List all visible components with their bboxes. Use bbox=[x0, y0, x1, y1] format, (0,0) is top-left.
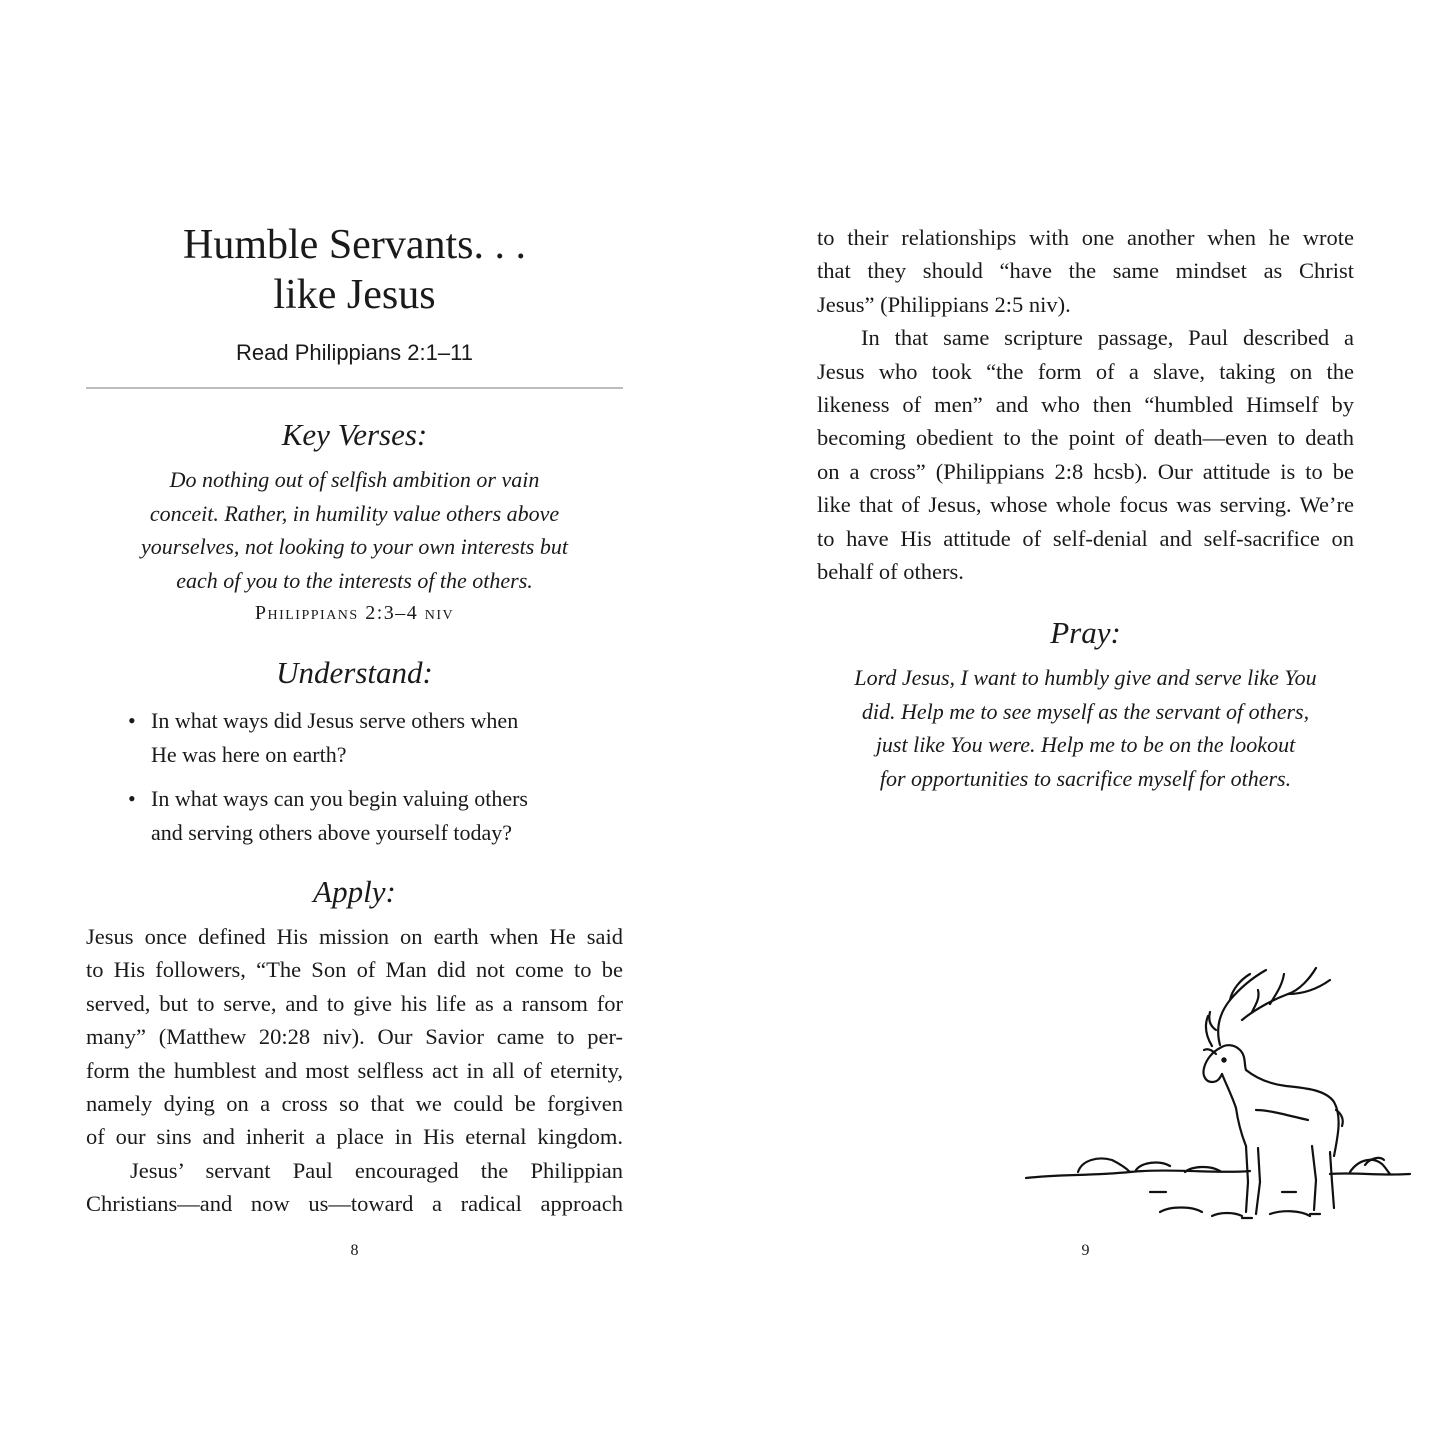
list-item-line: • In what ways did Jesus serve others when bbox=[151, 708, 519, 733]
list-item-line: • In what ways can you begin valuing others bbox=[151, 786, 528, 811]
key-verse-text bbox=[86, 463, 623, 597]
pray-heading: Pray: bbox=[1050, 615, 1121, 650]
continued-body bbox=[817, 221, 1354, 588]
page-number: 9 bbox=[1081, 1242, 1090, 1259]
understand-list bbox=[126, 704, 596, 860]
body-line: on a cross” (Philippians 2:8 hcsb). Our attitude is to be bbox=[817, 458, 1354, 484]
read-reference: Read Philippians 2:1–11 bbox=[236, 340, 473, 365]
list-item bbox=[126, 782, 596, 849]
prayer-line: just like You were. Help me to be on the lookout bbox=[875, 732, 1296, 757]
prayer-line: Lord Jesus, I want to humbly give and serve like You bbox=[854, 665, 1317, 690]
divider bbox=[86, 387, 623, 389]
list-item-line: He was here on earth? bbox=[151, 741, 347, 767]
understand-heading: Understand: bbox=[276, 655, 433, 690]
body-line: of our sins and inherit a place in His eternal kingdom. bbox=[86, 1124, 623, 1150]
body-line: to their relationships with one another when he wrote bbox=[817, 225, 1354, 250]
body-line: In that same scripture passage, Paul described a bbox=[861, 325, 1354, 351]
body-line: Jesus who took “the form of a slave, taking on the bbox=[817, 358, 1354, 384]
key-verses-heading: Key Verses: bbox=[281, 417, 428, 452]
body-line: behalf of others. bbox=[817, 559, 964, 585]
apply-heading: Apply: bbox=[313, 874, 396, 909]
prayer-text bbox=[817, 661, 1354, 795]
key-verse-line: yourselves, not looking to your own interests but bbox=[141, 534, 568, 559]
body-line: Jesus” (Philippians 2:5 niv). bbox=[817, 291, 1071, 317]
body-line: to have His attitude of self-denial and self-sacrifice on bbox=[817, 525, 1354, 551]
title-line-1: Humble Servants. . . bbox=[183, 222, 526, 268]
body-line: like that of Jesus, whose whole focus was serving. We’re bbox=[817, 492, 1354, 518]
body-line: Jesus once defined His mission on earth when He said bbox=[86, 924, 623, 949]
body-line: likeness of men” and who then “humbled Himself by bbox=[817, 392, 1354, 418]
page-number: 8 bbox=[350, 1242, 359, 1259]
body-line: many” (Matthew 20:28 niv). Our Savior came to per- bbox=[86, 1024, 623, 1050]
body-line: served, but to serve, and to give his life as a ransom for bbox=[86, 990, 623, 1016]
key-verse-line: conceit. Rather, in humility value others above bbox=[149, 500, 560, 526]
deer-illustration-icon bbox=[1020, 960, 1420, 1250]
body-line: Jesus’ servant Paul encouraged the Philippian bbox=[130, 1157, 623, 1183]
list-item-line: and serving others above yourself today? bbox=[151, 819, 513, 845]
page-title bbox=[86, 220, 623, 320]
key-verse-reference: Philippians 2:3–4 niv bbox=[254, 602, 455, 624]
key-verse-line: Do nothing out of selfish ambition or vain bbox=[169, 467, 540, 492]
prayer-line: for opportunities to sacrifice myself for others. bbox=[879, 765, 1292, 791]
body-line: to His followers, “The Son of Man did not come to be bbox=[86, 957, 623, 983]
prayer-line: did. Help me to see myself as the servant of others, bbox=[861, 698, 1310, 724]
body-line: form the humblest and most selfless act in all of eternity, bbox=[86, 1057, 623, 1083]
body-line: becoming obedient to the point of death—even to death bbox=[817, 425, 1354, 451]
title-line-2: like Jesus bbox=[273, 272, 436, 318]
key-verse-line: each of you to the interests of the others. bbox=[176, 567, 533, 593]
body-line: that they should “have the same mindset as Christ bbox=[817, 258, 1354, 284]
body-line: Christians—and now us—toward a radical approach bbox=[86, 1191, 623, 1217]
apply-body bbox=[86, 920, 623, 1221]
body-line: namely dying on a cross so that we could be forgiven bbox=[86, 1091, 623, 1117]
list-item bbox=[126, 704, 596, 771]
